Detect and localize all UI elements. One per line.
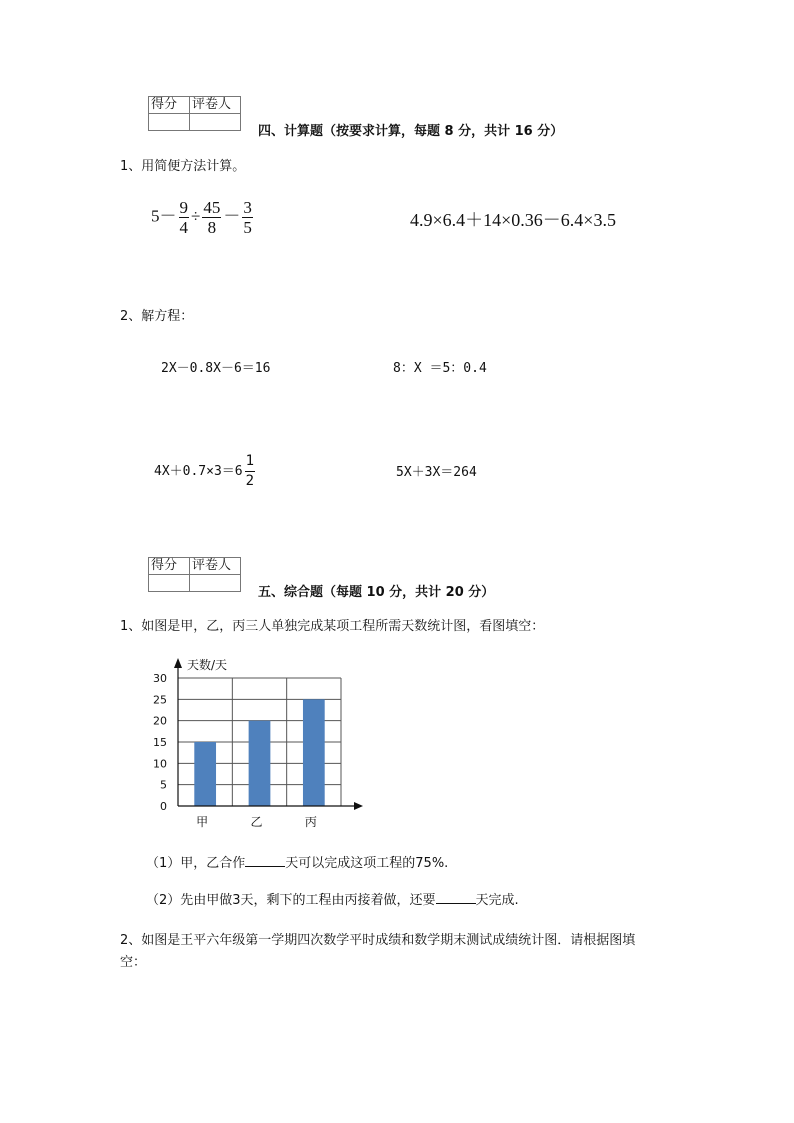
x-tick-label: 乙	[250, 815, 263, 829]
y-axis-arrow-icon	[174, 658, 182, 668]
x-axis-arrow-icon	[354, 802, 363, 810]
sub2-text-after: 天完成.	[475, 893, 519, 908]
y-tick-labels	[153, 672, 167, 813]
score-table-section4	[148, 96, 241, 131]
fraction	[179, 198, 190, 237]
answer-blank[interactable]	[245, 854, 285, 867]
q5-1-prompt: 1、如图是甲，乙，丙三人单独完成某项工程所需天数统计图，看图填空：	[120, 619, 545, 634]
bar-chart	[140, 650, 380, 835]
x-tick-labels	[196, 815, 317, 829]
q4-1-expression-2: 4.9×6.4＋14×0.36－6.4×3.5	[410, 210, 616, 230]
fraction-denominator: 8	[207, 218, 217, 237]
section4-title: 四、计算题（按要求计算，每题 8 分，共计 16 分）	[258, 124, 564, 139]
fraction-numerator: 9	[179, 198, 188, 217]
bar	[303, 699, 325, 806]
y-axis-label: 天数/天	[187, 658, 228, 672]
score-header: 得分	[149, 558, 190, 575]
score-table-section5	[148, 557, 241, 592]
q5-1-sub2	[146, 889, 519, 908]
fraction-numerator: 3	[243, 198, 252, 217]
q5-2-prompt-line2: 空：	[120, 955, 147, 970]
x-tick-label: 丙	[304, 815, 317, 829]
fraction-denominator: 4	[179, 218, 188, 237]
chart-bars	[194, 699, 324, 806]
equation-3-text: 4X＋0.7×3＝6	[154, 464, 243, 479]
equation-4: 5X＋3X＝264	[396, 465, 477, 480]
y-tick-label: 0	[160, 800, 167, 813]
expr-whole: 5	[151, 206, 160, 226]
y-tick-label: 5	[160, 778, 167, 792]
expr-op: －	[159, 206, 177, 226]
fraction-numerator: 1	[245, 452, 255, 472]
reviewer-cell	[190, 575, 241, 592]
y-tick-label: 25	[153, 693, 167, 707]
fraction	[242, 198, 253, 237]
bar	[194, 742, 216, 806]
bar	[249, 721, 271, 806]
fraction	[245, 452, 255, 491]
q4-1-prompt: 1、用简便方法计算。	[120, 159, 246, 174]
sub1-text-before: （1）甲，乙合作	[146, 856, 246, 871]
q4-2-prompt: 2、解方程：	[120, 309, 194, 324]
expr-op: ÷	[191, 206, 201, 226]
fraction-denominator: 5	[243, 218, 252, 237]
reviewer-header: 评卷人	[190, 558, 241, 575]
y-tick-label: 15	[153, 736, 167, 749]
fraction-numerator: 45	[203, 198, 221, 217]
q5-1-sub1	[146, 852, 448, 871]
section5-title: 五、综合题（每题 10 分，共计 20 分）	[258, 585, 495, 600]
y-tick-label: 20	[153, 714, 167, 728]
y-tick-label: 30	[153, 672, 167, 685]
reviewer-cell	[190, 114, 241, 131]
sub2-text-before: （2）先由甲做3天，剩下的工程由丙接着做，还要	[146, 893, 436, 908]
reviewer-header: 评卷人	[190, 97, 241, 114]
q4-1-expression-1	[151, 198, 255, 237]
score-cell	[149, 575, 190, 592]
score-header: 得分	[149, 97, 190, 114]
answer-blank[interactable]	[436, 891, 476, 904]
y-tick-label: 10	[153, 757, 167, 771]
x-tick-label: 甲	[196, 815, 209, 829]
equation-3	[154, 452, 257, 491]
score-cell	[149, 114, 190, 131]
equation-1: 2X－0.8X－6＝16	[161, 361, 271, 376]
q5-2-prompt-line1: 2、如图是王平六年级第一学期四次数学平时成绩和数学期末测试成绩统计图．请根据图填	[120, 933, 636, 948]
sub1-text-after: 天可以完成这项工程的75%.	[285, 856, 449, 871]
fraction	[202, 198, 221, 237]
expr-op: －	[223, 206, 241, 226]
fraction-denominator: 2	[245, 473, 255, 489]
equation-2: 8：X ＝5：0.4	[393, 361, 487, 376]
